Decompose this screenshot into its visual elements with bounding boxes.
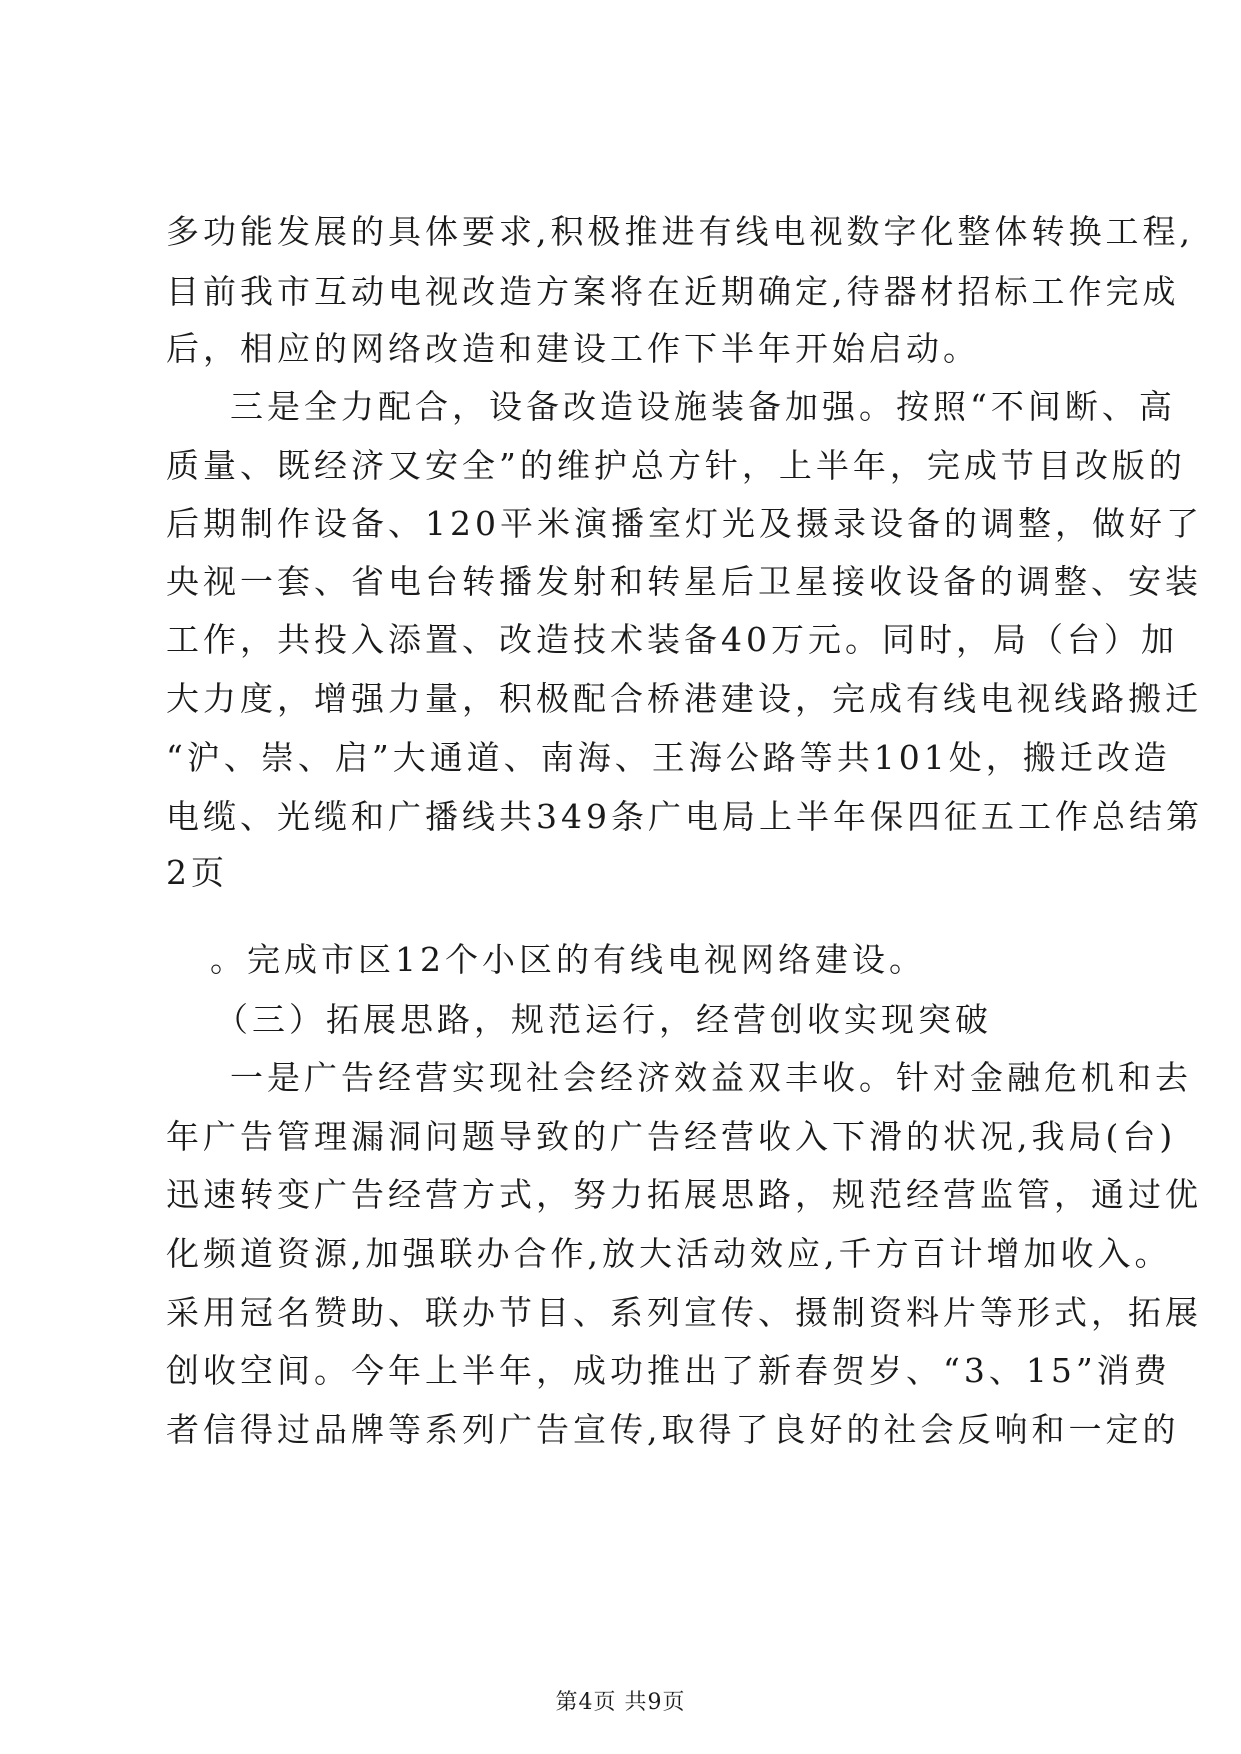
body-line: 2页 [166, 853, 228, 892]
body-line: 创收空间。今年上半年，成功推出了新春贺岁、“3、15”消费 [166, 1351, 1171, 1390]
body-line: 质量、既经济又安全”的维护总方针，上半年，完成节目改版的 [166, 446, 1186, 485]
body-line: 迅速转变广告经营方式，努力拓展思路，规范经营监管，通过优 [166, 1175, 1202, 1214]
body-line: 央视一套、省电台转播发射和转星后卫星接收设备的调整、安装 [166, 562, 1202, 601]
body-line: 后，相应的网络改造和建设工作下半年开始启动。 [166, 329, 980, 368]
body-line: 多功能发展的具体要求,积极推进有线电视数字化整体转换工程, [166, 212, 1194, 251]
body-line: 年广告管理漏洞问题导致的广告经营收入下滑的状况,我局(台) [166, 1117, 1177, 1156]
body-line: “沪、崇、启”大通道、南海、王海公路等共101处，搬迁改造 [166, 738, 1171, 777]
body-line: 工作，共投入添置、改造技术装备40万元。同时，局（台）加 [166, 620, 1178, 659]
paragraph-first-line: 。完成市区12个小区的有线电视网络建设。 [210, 940, 926, 979]
body-line: 大力度，增强力量，积极配合桥港建设，完成有线电视线路搬迁 [166, 679, 1202, 718]
page-footer: 第4页 共9页 [555, 1690, 686, 1715]
section-heading: （三）拓展思路，规范运行，经营创收实现突破 [215, 1000, 992, 1039]
body-line: 后期制作设备、120平米演播室灯光及摄录设备的调整，做好了 [166, 504, 1203, 543]
body-line: 目前我市互动电视改造方案将在近期确定,待器材招标工作完成 [166, 272, 1180, 311]
paragraph-first-line: 一是广告经营实现社会经济效益双丰收。针对金融危机和去 [230, 1058, 1192, 1097]
body-line: 电缆、光缆和广播线共349条广电局上半年保四征五工作总结第 [166, 797, 1203, 836]
body-line: 化频道资源,加强联办合作,放大活动效应,千方百计增加收入。 [166, 1234, 1172, 1273]
paragraph-first-line: 三是全力配合，设备改造设施装备加强。按照“不间断、高 [230, 387, 1176, 426]
body-line: 采用冠名赞助、联办节目、系列宣传、摄制资料片等形式，拓展 [166, 1293, 1202, 1332]
body-line: 者信得过品牌等系列广告宣传,取得了良好的社会反响和一定的 [166, 1410, 1180, 1449]
